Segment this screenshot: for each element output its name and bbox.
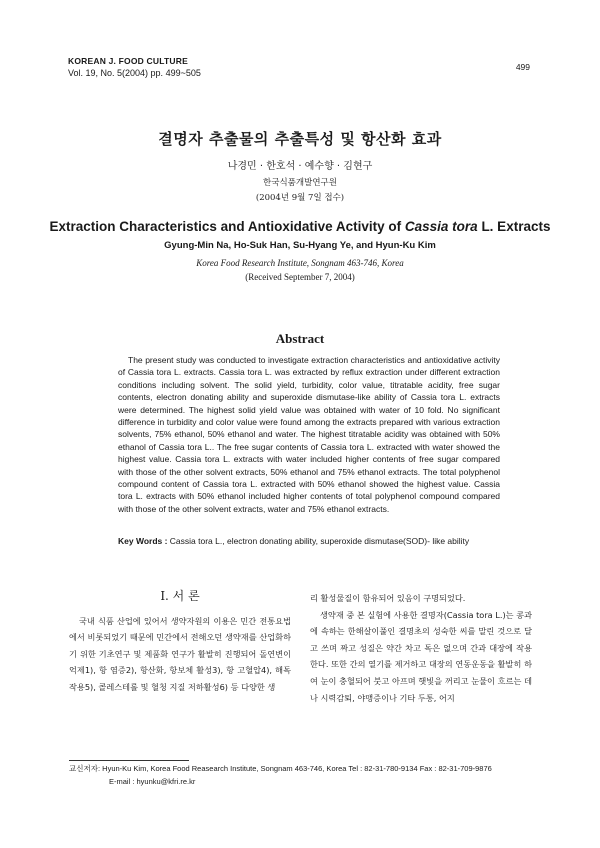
korean-received: (2004년 9월 7일 접수) [255, 193, 345, 203]
intro-paragraph: 국내 식품 산업에 있어서 생약자원의 이용은 민간 전통요법에서 비롯되었기 때문에 민간에서 전해오던 생약재를 산업화하기 위한 기초연구 및 제품화 연구가 활발히 진행되어 돌연변이 억제1), 항 염증2), 항산화, 항보체 활성3), 항 고혈압4), 해독작용5), 콜레스테롤 및 혈청 지질 저하활성6) 등 다양한 생 [69, 615, 291, 692]
corresponding-author: 교신저자: Hyun-Ku Kim, Korea Food Reasearch Institute, Songnam 463-746, Korea Tel : 82-31-780-9134 Fax : 82-31-709-9876 [69, 764, 492, 773]
footnote [69, 762, 529, 788]
author-email: E-mail : hyunku@kfri.re.kr [109, 777, 196, 786]
footnote-divider [69, 760, 189, 761]
volume-line: Vol. 19, No. 5(2004) pp. 499~505 [68, 68, 201, 78]
abstract-text: The present study was conducted to investigate extraction characteristics and antioxidative activity of Cassia tora L. extracts. Cassia tora L. was extracted by reflux extraction under different extraction conditions including solvent. The solid yield, turbidity, color value, titratable acidity, free sugar contents, electron donating ability and superoxide dismutase-like ability of Cassia tora L. extracts were determined. The highest solid yield value was obtained with water of 10 fold. No significant difference in turbidity and color value were found among the extracts prepared with various extraction solvents, 75% ethanol, 50% ethanol and water. The highest titratable acidity was obtained with 50% ethanol of Cassia tora L.. The free sugar contents of Cassia tora L. extracted with water showed the highest value. Cassia tora L. extracts with water included higher contents of free sugar compared with those of the other solvent extracts, 50% ethanol and 75% ethanol extracts. The total polyphenol compound content of Cassia tora L. extracted with 50% ethanol showed the highest value. Cassia tora L. extracts with 50% ethanol included higher contents of total polyphenol compound compared with those of the other solvent extracts, water and 75% ethanol extracts. [118, 355, 500, 514]
body-right-column [310, 590, 532, 706]
english-authors: Gyung-Min Na, Ho-Suk Han, Su-Hyang Ye, and Hyun-Ku Kim [164, 240, 436, 251]
journal-header [68, 56, 368, 78]
page-number: 499 [515, 62, 530, 72]
english-title [0, 219, 600, 234]
body-left-column [69, 588, 291, 696]
abstract-heading: Abstract [275, 331, 325, 346]
english-institution: Korea Food Research Institute, Songnam 463-746, Korea [196, 258, 404, 268]
right-paragraph: 생약재 중 본 실험에 사용한 결명자(Cassia tora L.)는 콩과에 속하는 한해살이풀인 결명초의 성숙한 씨를 말린 것으로 달고 쓰며 짜고 성질은 약간 차고 독은 없으며 간과 대장에 작용한다. 또한 간의 열기를 제거하고 대장의 연동운동을 활발히 하여 눈이 충혈되어 붓고 아프며 햇빛을 꺼리고 눈물이 흐르는 데나 시력감퇴, 야맹증이나 기타 두통, 어지 [310, 609, 532, 703]
keywords [118, 536, 500, 546]
english-received: (Received September 7, 2004) [245, 272, 355, 282]
korean-institution: 한국식품개발연구원 [263, 178, 337, 188]
keywords-list: Cassia tora L., electron donating ability, superoxide dismutase(SOD)- like ability [169, 536, 470, 546]
korean-title: 결명자 추출물의 추출특성 및 항산화 효과 [158, 130, 442, 148]
english-title-post: L. Extracts [477, 219, 551, 234]
right-paragraph-continued: 리 활성물질이 함유되어 있음이 구명되었다. [310, 593, 466, 603]
english-title-pre: Extraction Characteristics and Antioxidative Activity of [49, 219, 405, 234]
section-heading: I. 서 론 [160, 589, 200, 603]
keywords-label: Key Words : [118, 536, 170, 546]
journal-name: KOREAN J. FOOD CULTURE [68, 56, 188, 66]
korean-authors: 나경민 · 한호석 · 예수향 · 김현구 [227, 161, 373, 172]
english-title-species: Cassia tora [404, 219, 478, 234]
